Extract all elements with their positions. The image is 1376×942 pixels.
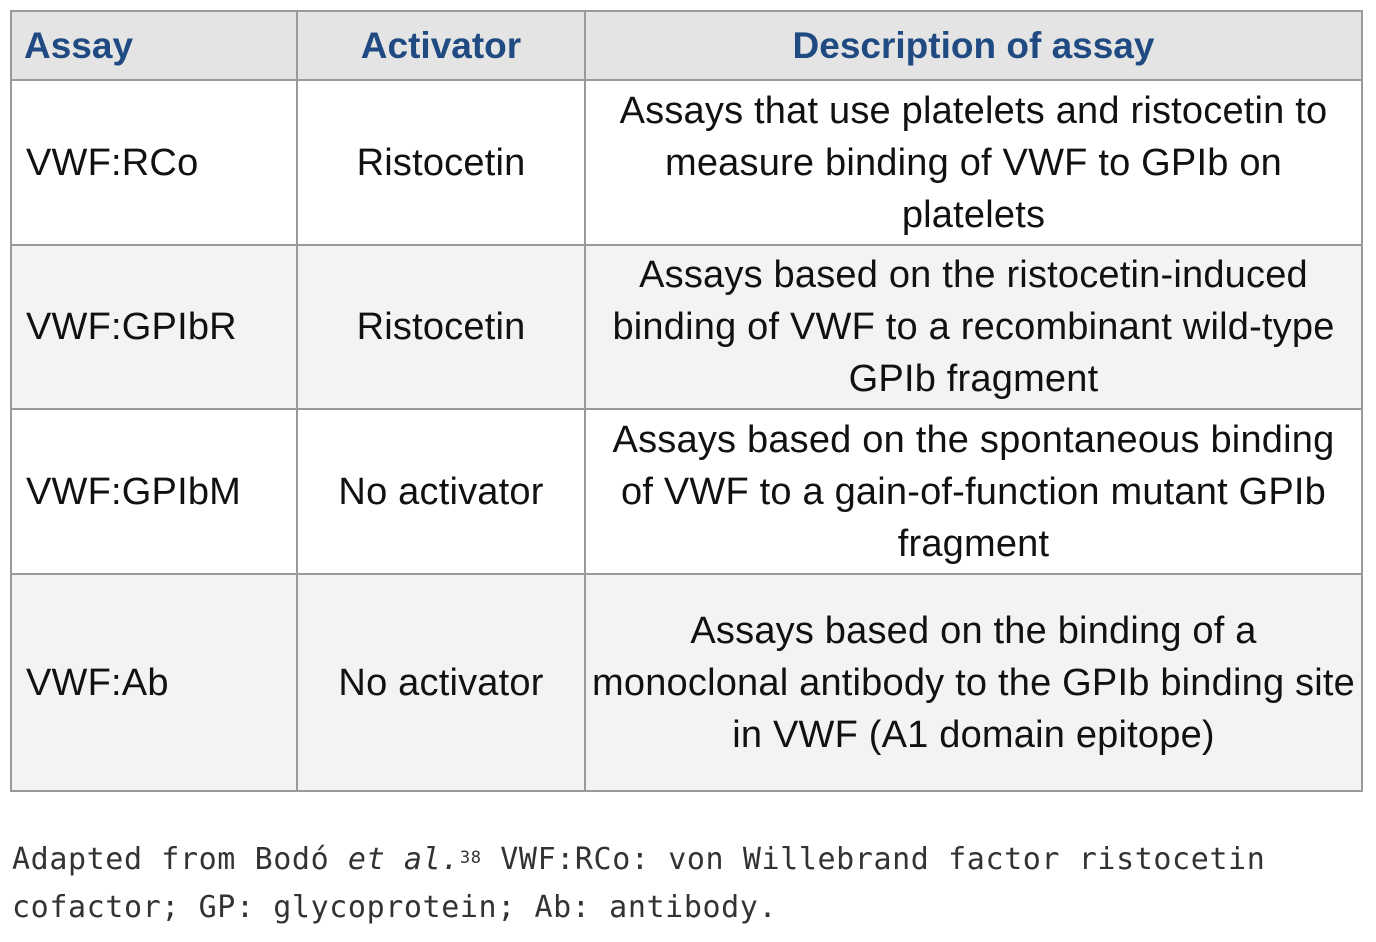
cell-description: Assays based on the ristocetin-induced binding of VWF to a recombinant wild-type GPIb fragment (585, 245, 1362, 409)
cell-assay: VWF:Ab (11, 574, 297, 791)
cell-activator: No activator (297, 409, 585, 574)
footnote-prefix: Adapted from Bodó (12, 842, 348, 877)
table-row (11, 80, 1362, 245)
header-row (11, 11, 1362, 80)
footnote-et-al: et al. (347, 842, 460, 877)
header-assay: Assay (11, 11, 297, 80)
cell-description: Assays based on the spontaneous binding of VWF to a gain-of-function mutant GPIb fragment (585, 409, 1362, 574)
table-row (11, 409, 1362, 574)
cell-assay: VWF:GPIbR (11, 245, 297, 409)
cell-assay: VWF:GPIbM (11, 409, 297, 574)
assay-table (10, 10, 1363, 792)
header-activator: Activator (297, 11, 585, 80)
cell-activator: Ristocetin (297, 245, 585, 409)
header-description: Description of assay (585, 11, 1362, 80)
footnote-text: VWF:RCo: von Willebrand factor ristocetin cofactor; GP: glycoprotein; Ab: antibody. (12, 842, 1266, 925)
table-footnote (12, 836, 1366, 932)
cell-activator: Ristocetin (297, 80, 585, 245)
table-body (11, 80, 1362, 791)
assay-table-container (10, 10, 1361, 792)
cell-description: Assays that use platelets and ristocetin to measure binding of VWF to GPIb on platelets (585, 80, 1362, 245)
cell-description: Assays based on the binding of a monoclonal antibody to the GPIb binding site in VWF (A1 domain epitope) (585, 574, 1362, 791)
footnote-reference: 38 (459, 848, 482, 868)
cell-assay: VWF:RCo (11, 80, 297, 245)
table-row (11, 245, 1362, 409)
table-row (11, 574, 1362, 791)
cell-activator: No activator (297, 574, 585, 791)
table-header (11, 11, 1362, 80)
